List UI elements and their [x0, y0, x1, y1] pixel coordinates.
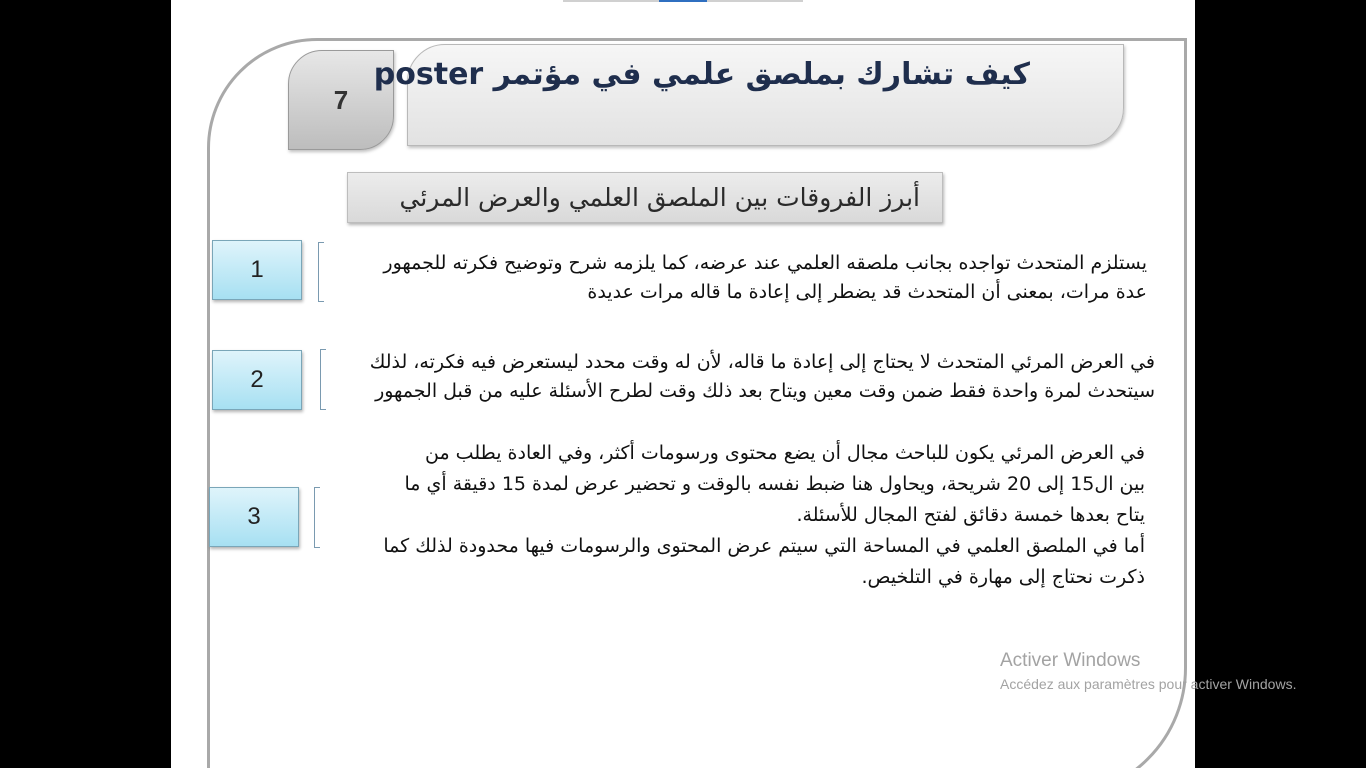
point-3-line-2: بين ال15 إلى 20 شريحة، ويحاول هنا ضبط نفسه بالوقت و تحضير عرض لمدة 15 دقيقة أي ما [404, 473, 1145, 495]
point-text-1 [383, 249, 1147, 307]
slide-number: 7 [288, 50, 394, 150]
point-3-line-1: في العرض المرئي يكون للباحث مجال أن يضع محتوى ورسومات أكثر، وفي العادة يطلب من [425, 442, 1145, 464]
point-2-line-1: في العرض المرئي المتحدث لا يحتاج إلى إعادة ما قاله، لأن له وقت محدد ليستعرض فيه فكرته، لذلك [369, 351, 1155, 373]
title-box [373, 44, 1124, 146]
subtitle-box [347, 172, 943, 223]
slide-subtitle: أبرز الفروقات بين الملصق العلمي والعرض المرئي [399, 183, 920, 212]
top-progress-segment [707, 0, 803, 2]
bracket-1 [318, 242, 324, 302]
top-progress-active-segment [659, 0, 707, 2]
activation-watermark-title: Activer Windows [1000, 650, 1141, 671]
point-1-line-1: يستلزم المتحدث تواجده بجانب ملصقه العلمي عند عرضه، كما يلزمه شرح وتوضيح فكرته للجمهور [383, 252, 1147, 274]
point-1-line-2: عدة مرات، بمعنى أن المتحدث قد يضطر إلى إعادة ما قاله مرات عديدة [587, 281, 1147, 303]
bracket-2 [320, 349, 326, 410]
bracket-3 [314, 487, 320, 548]
point-3-line-4: أما في الملصق العلمي في المساحة التي سيتم عرض المحتوى والرسومات فيها محدودة لذلك كما [383, 535, 1145, 557]
point-text-3 [383, 438, 1145, 593]
point-2-line-2: سيتحدث لمرة واحدة فقط ضمن وقت معين ويتاح بعد ذلك وقت لطرح الأسئلة عليه من قبل الجمهور [375, 380, 1155, 402]
point-badge-3: 3 [209, 487, 299, 547]
point-text-2 [370, 348, 1155, 406]
point-badge-1: 1 [212, 240, 302, 300]
slide-title: كيف تشارك بملصق علمي في مؤتمر poster [373, 57, 1030, 92]
top-progress-segment [563, 0, 659, 2]
point-3-line-3: يتاح بعدها خمسة دقائق لفتح المجال للأسئلة. [796, 504, 1145, 526]
point-3-line-5: ذكرت نحتاج إلى مهارة في التلخيص. [861, 566, 1145, 588]
activation-watermark-subtitle: Accédez aux paramètres pour activer Windows. [1000, 676, 1297, 692]
point-badge-2: 2 [212, 350, 302, 410]
